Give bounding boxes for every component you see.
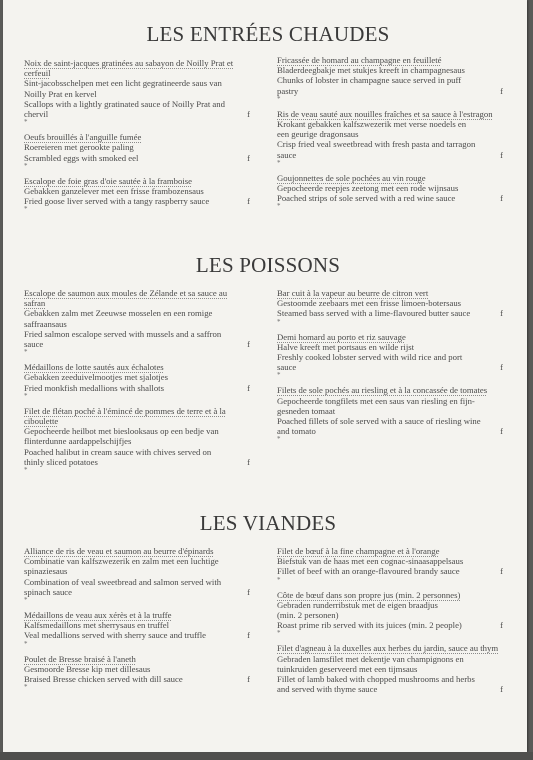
menu-item [277,288,503,325]
dish-name-french-text: Goujonnettes de sole pochées au vin rouge [277,172,426,183]
price-marker: f [500,426,503,437]
dish-name-french-text: Noix de saint-jacques gratinées au sabayon de Noilly Prat et cerfeuil [24,58,234,79]
dish-description-english-block [277,566,503,576]
dish-name-french [24,176,250,186]
menu-item [277,173,503,210]
entrees-left-column [24,58,250,219]
dish-name-french [277,546,503,556]
dish-description-english: thinly sliced potatoes [24,456,98,467]
dish-name-french-text: Médaillons de lotte sautés aux échalotes [24,362,164,373]
dish-description-dutch: Halve kreeft met portsaus en wilde rijst [277,341,415,352]
dish-description-english: Fried goose liver served with a tangy raspberry sauce [24,196,210,207]
section-title-poissons: LES POISSONS [195,253,341,277]
asterisk-marker: * [277,94,281,103]
dish-name-french-text: Filet de flétan poché à l'émincé de pommes de terre et à la ciboulette [24,405,226,427]
dish-description-dutch: Sint-jacobsschelpen met een licht gegratineerde saus van [24,78,222,89]
dish-description-english: Fried salmon escalope served with mussels and a saffron [24,328,222,339]
dish-name-french-text: Médaillons de veau aux xérès et à la truffe [24,610,172,621]
dish-name-french-text: Filet d'agneau à la duxelles aux herbes du jardin, sauce au thym [277,643,499,654]
dish-description-english: Veal medallions served with sherry sauce and truffle [24,630,206,641]
section-title-viandes: LES VIANDES [199,511,337,535]
asterisk-marker: * [24,639,28,648]
dish-description-english-block [277,620,503,630]
section-title-entrees: LES ENTRÉES CHAUDES [146,22,390,46]
dish-description-dutch: tuinkruiden geserveerd met een tijmsaus [277,663,418,674]
dish-description-dutch: Gebakken zalm met Zeeuwse mosselen en een romige [24,308,213,319]
dish-description-english-block [277,75,503,95]
dish-description-dutch: Biefstuk van de haas met een cognac-sinaasappelsaus [277,556,464,567]
asterisk-marker: * [277,575,281,584]
price-marker: f [247,586,250,597]
dish-description-english: and tomato [277,426,316,437]
dish-name-french [24,654,250,664]
dish-name-french [24,546,250,556]
dish-description-dutch: Gepocheerde tongfilets met een saus van riesling en fijn- [277,395,475,406]
dish-name-french-text: Poulet de Bresse braisé à l'aneth [24,653,136,664]
dish-description-dutch: (min. 2 personen) [277,610,339,621]
scanner-edge [0,752,533,760]
dish-description-english: chervil [24,109,49,120]
dish-name-french [277,173,503,183]
dish-description-dutch: gesneden tomaat [277,405,336,416]
dish-description-english: Fillet of beef with an orange-flavoured brandy sauce [277,566,460,577]
asterisk-marker: * [277,435,281,444]
dish-description-english: pastry [277,85,299,96]
dish-description-dutch: Roereieren met gerookte paling [24,142,134,153]
dish-description-dutch: Krokant gebakken kalfszwezerik met verse noedels en [277,119,467,130]
price-marker: f [500,308,503,319]
dish-name-french-text: Demi homard au porto et riz sauvage [277,331,406,342]
asterisk-marker: * [277,202,281,211]
dish-description-dutch: Gepocheerde reepjes zeetong met een rode wijnsaus [277,183,459,194]
menu-item [24,132,250,169]
dish-name-french-text: Filets de sole pochés au riesling et à la concassée de tomates [277,385,488,396]
dish-description-english-block [277,416,503,436]
price-marker: f [500,566,503,577]
menu-item [24,58,250,125]
dish-description-english: sauce [277,362,297,373]
dish-name-french-text: Bar cuit à la vapeur au beurre de citron vert [277,288,429,298]
asterisk-marker: * [24,683,28,692]
dish-description-english-block [24,153,250,163]
dish-name-french-text: Escalope de saumon aux moules de Zélande et sa sauce au safran [24,288,228,309]
price-marker: f [500,149,503,160]
menu-page [3,0,527,752]
price-marker: f [247,152,250,163]
dish-name-french-text: Alliance de ris de veau et saumon au beurre d'épinards [24,546,214,556]
dish-description-dutch: Noilly Prat en kervel [24,88,97,99]
price-marker: f [500,362,503,373]
dish-name-french [277,590,503,600]
viandes-left-column [24,546,250,697]
dish-description-english-block [24,630,250,640]
dish-description-english: spinach sauce [24,586,73,597]
price-marker: f [247,456,250,467]
price-marker: f [500,85,503,96]
dish-name-french [24,58,250,78]
dish-description-english: Fillet of lamb baked with chopped mushrooms and herbs [277,674,475,685]
asterisk-marker: * [277,158,281,167]
dish-description-english: Freshly cooked lobster served with wild rice and port [277,352,463,363]
asterisk-marker: * [24,118,28,127]
dish-description-english: Steamed bass served with a lime-flavoured butter sauce [277,308,471,319]
dish-description-english: Scallops with a lightly gratinated sauce of Noilly Prat and [24,98,225,109]
dish-description-dutch: een geurige dragonsaus [277,129,359,140]
price-marker: f [247,339,250,350]
price-marker: f [247,674,250,685]
price-marker: f [500,620,503,631]
asterisk-marker: * [277,629,281,638]
dish-name-french [277,288,503,298]
dish-name-french-text: Côte de bœuf dans son propre jus (min. 2 personnes) [277,589,461,600]
menu-item [277,590,503,637]
dish-name-french-text: Fricassée de homard au champagne en feuilleté [277,55,442,65]
dish-name-french [24,406,250,426]
dish-name-french [277,643,503,653]
menu-item [24,654,250,691]
dish-name-french-text: Ris de veau sauté aux nouilles fraîches et sa sauce à l'estragon [277,108,493,119]
asterisk-marker: * [24,391,28,400]
asterisk-marker: * [24,596,28,605]
dish-description-english-block [24,383,250,393]
asterisk-marker: * [24,161,28,170]
dish-name-french [277,109,503,119]
dish-name-french [277,385,503,395]
menu-item [277,55,503,102]
price-marker: f [247,630,250,641]
menu-item [277,332,503,379]
dish-name-french [24,362,250,372]
dish-description-english: Chunks of lobster in champagne sauce served in puff [277,75,462,86]
menu-item [277,643,503,694]
dish-description-english: sauce [277,149,297,160]
menu-item [277,546,503,583]
dish-description-english-block [24,577,250,597]
dish-name-french-text: Filet de bœuf à la fine champagne et à l'orange [277,546,440,556]
menu-item [24,546,250,603]
asterisk-marker: * [24,348,28,357]
dish-name-french [24,610,250,620]
asterisk-marker: * [24,205,28,214]
menu-item [24,362,250,399]
dish-description-english-block [24,674,250,684]
dish-name-french [277,55,503,65]
price-marker: f [247,196,250,207]
poissons-left-column [24,288,250,480]
dish-description-english-block [24,99,250,119]
dish-description-dutch: flinterdunne aardappelschijfjes [24,436,132,447]
dish-description-dutch: Gestoomde zeebaars met een frisse limoen-botersaus [277,298,462,309]
dish-description-english: Crisp fried veal sweetbread with fresh pasta and tarragon [277,139,476,150]
dish-name-french-text: Oeufs brouillés à l'anguille fumée [24,132,142,143]
dish-description-english-block [24,329,250,349]
dish-name-french [24,132,250,142]
asterisk-marker: * [277,371,281,380]
dish-description-dutch: Gebakken ganzelever met een frisse frambozensaus [24,186,204,197]
dish-description-english: sauce [24,339,44,350]
dish-description-dutch: Gepocheerde heilbot met bieslooksaus op een bedje van [24,426,219,437]
dish-description-english-block [277,139,503,159]
menu-item [24,176,250,213]
dish-description-english: Scrambled eggs with smoked eel [24,152,139,163]
dish-description-dutch: Gebraden lamsfilet met dekentje van champignons en [277,653,464,664]
dish-description-dutch: Gebakken zeeduivelmootjes met sjalotjes [24,372,169,383]
price-marker: f [247,109,250,120]
menu-item [24,610,250,647]
menu-item [24,288,250,355]
dish-description-english-block [24,447,250,467]
dish-description-english-block [24,196,250,206]
price-marker: f [500,193,503,204]
price-marker: f [247,382,250,393]
dish-description-english: and served with thyme sauce [277,684,378,695]
menu-item [277,109,503,166]
dish-description-english: Poached strips of sole served with a red wine sauce [277,193,456,204]
menu-item [24,406,250,473]
entrees-right-column [277,55,503,216]
dish-description-dutch: Kalfsmedaillons met sherrysaus en truffel [24,620,170,631]
poissons-right-column [277,288,503,449]
dish-description-english: Poached halibut in cream sauce with chives served on [24,446,212,457]
viandes-right-column [277,546,503,701]
dish-description-english: Braised Bresse chicken served with dill sauce [24,674,183,685]
dish-description-dutch: Combinatie van kalfszwezerik en zalm met een luchtige [24,556,219,567]
dish-name-french [24,288,250,308]
dish-description-english: Poached fillets of sole served with a sauce of riesling wine [277,416,481,427]
dish-description-english-block [277,308,503,318]
price-marker: f [500,684,503,695]
dish-description-english: Fried monkfish medallions with shallots [24,382,164,393]
asterisk-marker: * [277,317,281,326]
dish-description-english-block [277,352,503,372]
dish-description-dutch: Gebraden runderribstuk met de eigen braadjus [277,599,438,610]
menu-item [277,385,503,442]
dish-description-english: Combination of veal sweetbread and salmon served with [24,576,222,587]
dish-description-dutch: spinaziesaus [24,566,68,577]
dish-description-dutch: Bladerdeegbakje met stukjes kreeft in champagnesaus [277,65,465,76]
asterisk-marker: * [24,466,28,475]
dish-description-english: Roast prime rib served with its juices (min. 2 people) [277,620,462,631]
dish-name-french [277,332,503,342]
dish-name-french-text: Escalope de foie gras d'oie sautée à la framboise [24,175,193,186]
dish-description-english-block [277,193,503,203]
dish-description-dutch: Gesmoorde Bresse kip met dillesaus [24,663,151,674]
dish-description-dutch: saffraansaus [24,318,67,329]
dish-description-english-block [277,674,503,694]
